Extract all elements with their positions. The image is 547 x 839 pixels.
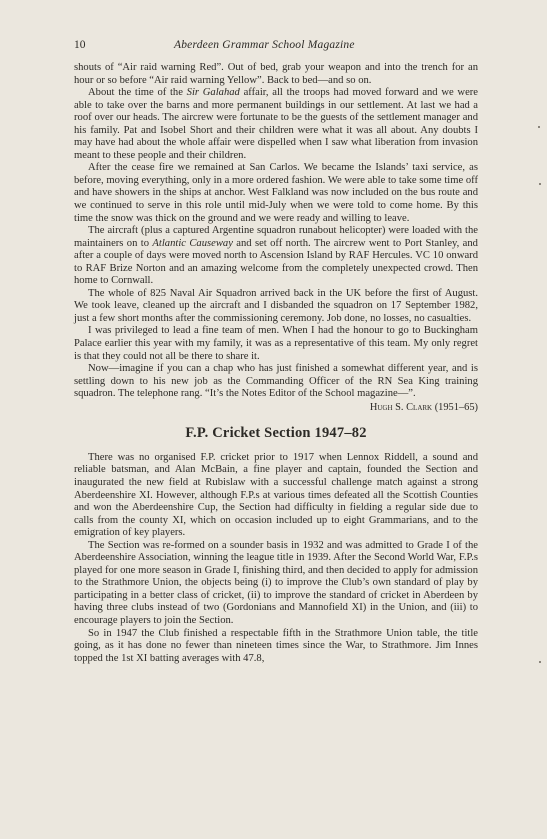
paragraph: Now—imagine if you can a chap who has just finished a somewhat different year, and is settling down to his new job as the Commanding Officer of the RN Sea King training squadron. The telephone rang. “It’s the Notes Editor of the School magazine—”. — [74, 363, 478, 400]
paragraph: The Section was re-formed on a sounder basis in 1932 and was admitted to Grade I of the Aberdeenshire Association, winning the league title in 1939. After the Second World War, F.P.s played for one more season in Grade I, finishing third, and then decided to apply for admission to the Strathmore Union, the objects being (i) to improve the Club’s own standard of play by participating in a better class of cricket, (ii) to improve the standard of cricket in Aberdeen by having three clubs instead of two (Gordonians and Mannofield XI) in the Union, and (iii) to encourage players to join the Section. — [74, 539, 478, 626]
paragraph — [74, 87, 478, 162]
paragraph: After the cease fire we remained at San Carlos. We became the Islands’ taxi service, as before, moving everything, only in a more ordered fashion. We were able to take some time off and have showers in the ships at anchor. West Falkland was now included on the bus route and we continued to serve in this role until mid-July when we were told to come home. By this time the snow was thick on the ground and we were ready and willing to leave. — [74, 162, 478, 224]
speck — [539, 661, 541, 663]
page-number: 10 — [74, 39, 86, 51]
author-signature: Hugh S. Clark (1951–65) — [369, 401, 478, 413]
paragraph: So in 1947 the Club finished a respectable fifth in the Strathmore Union table, the title going, as it has done no fewer than nineteen times since the War, to Strathmore. Jim Innes topped the 1st XI batting averages with 47.8, — [74, 627, 478, 664]
text-run: affair, all the troops had moved forward and we were able to take over the barns and more permanent buildings in our settlement. At last we had a roof over our heads. The aircrew were fortunate to be the guests of the settlement manager and his family. Pat and Isobel Short and their children were what it was all about. Any doubts I may have had about the whole affair were dispelled when I saw what liberation from invasion meant to these people and their children. — [74, 87, 478, 161]
speck — [538, 126, 540, 128]
paragraph: The whole of 825 Naval Air Squadron arrived back in the UK before the first of August. We took leave, cleaned up the aircraft and I disbanded the squadron on 17 September 1982, just a few short months after the commissioning ceremony. Job done, no losses, no casualties. — [74, 287, 478, 324]
text-run: About the time of the — [88, 87, 187, 99]
ship-name: Atlantic Causeway — [152, 237, 233, 249]
text-run: The aircraft (plus a captured Argentine squadron runabout helicopter) were loaded with the maintainers on to — [74, 225, 478, 249]
paragraph — [74, 225, 478, 288]
speck — [539, 183, 541, 185]
paragraph: There was no organised F.P. cricket prior to 1917 when Lennox Riddell, a sound and reliable batsman, and Alan McBain, a fine player and captain, founded the Section and inaugurated the new field at Rubislaw with a successful challenge match against a strong Aberdeenshire XI. However, although F.P.s at various times defeated all the Scottish Counties and won the Aberdeenshire Cup, the Section had difficulty in fielding a regular side due to calls from the county XI, which on occasion included up to eight Grammarians, and to the emigration of key players. — [74, 451, 478, 539]
ship-name: Sir Galahad — [186, 87, 240, 99]
paragraph: shouts of “Air raid warning Red”. Out of bed, grab your weapon and into the trench for an hour or so before “Air raid warning Yellow”. Back to bed—and so on. — [74, 62, 478, 86]
section-title: F.P. Cricket Section 1947–82 — [185, 425, 367, 442]
paragraph: I was privileged to lead a fine team of men. When I had the honour to go to Buckingham Palace earlier this year with my family, it was as a representative of this team. My only regret is that they could not all be there to share it. — [74, 325, 478, 362]
article-body — [74, 62, 478, 665]
magazine-title: Aberdeen Grammar School Magazine — [174, 39, 355, 51]
text-run: and set off north. The aircrew went to Port Stanley, and after a couple of days were moved north to Ascension Island by RAF Hercules. VC 10 onward to RAF Brize Norton and an amazing welcome from the completely unexpected crowd. Then home to Cornwall. — [74, 237, 478, 287]
